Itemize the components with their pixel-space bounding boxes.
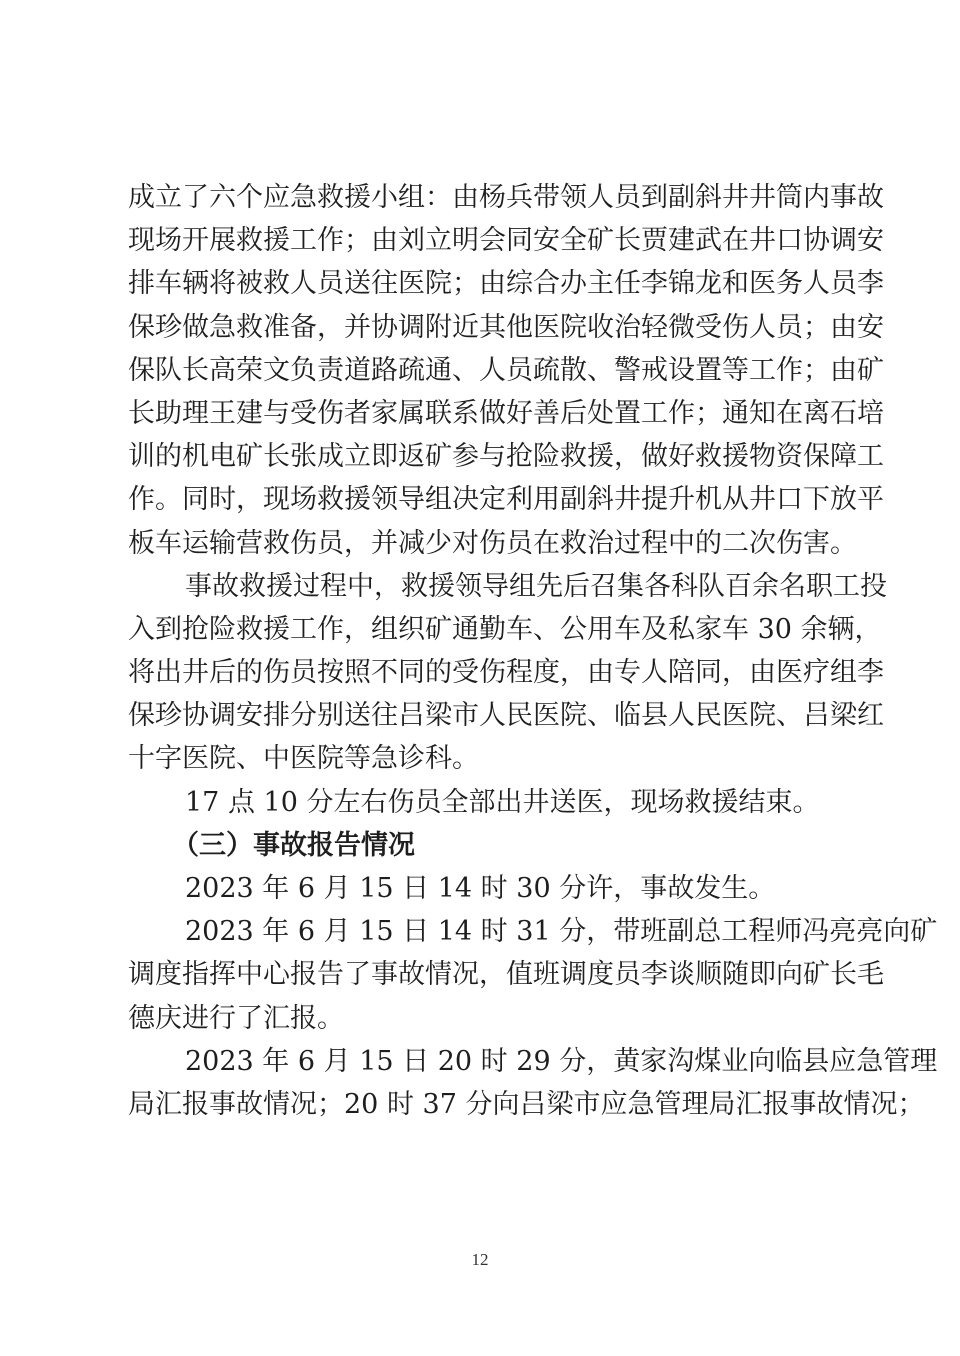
section-heading: （三）事故报告情况 [172, 829, 415, 861]
text-line: 训的机电矿长张成立即返矿参与抢险救援，做好救援物资保障工 [128, 441, 884, 473]
paragraph-first-line: 2023 年 6 月 15 日 14 时 30 分许，事故发生。 [185, 873, 776, 904]
text-line: 保队长高荣文负责道路疏通、人员疏散、警戒设置等工作；由矿 [128, 354, 884, 386]
text-line: 成立了六个应急救援小组：由杨兵带领人员到副斜井井筒内事故 [128, 182, 884, 213]
text-line: 入到抢险救援工作，组织矿通勤车、公用车及私家车 30 余辆， [128, 613, 882, 645]
text-line: 局汇报事故情况；20 时 37 分向吕梁市应急管理局汇报事故情况； [128, 1088, 925, 1120]
text-line: 保珍协调安排分别送往吕梁市人民医院、临县人民医院、吕梁红 [128, 700, 884, 732]
document-body [128, 176, 938, 1126]
text-line: 作。同时，现场救援领导组决定利用副斜井提升机从井口下放平 [128, 484, 884, 516]
text-line: 保珍做急救准备，并协调附近其他医院收治轻微受伤人员；由安 [128, 311, 884, 343]
text-line: 排车辆将被救人员送往医院；由综合办主任李锦龙和医务人员李 [128, 268, 884, 300]
text-line: 长助理王建与受伤者家属联系做好善后处置工作；通知在离石培 [128, 397, 884, 429]
paragraph-first-line: 2023 年 6 月 15 日 20 时 29 分，黄家沟煤业向临县应急管理 [185, 1045, 938, 1077]
text-line: 板车运输营救伤员，并减少对伤员在救治过程中的二次伤害。 [128, 527, 857, 559]
text-line: 现场开展救援工作；由刘立明会同安全矿长贾建武在井口协调安 [128, 225, 884, 257]
text-line: 十字医院、中医院等急诊科。 [128, 743, 479, 775]
paragraph-first-line: 2023 年 6 月 15 日 14 时 31 分，带班副总工程师冯亮亮向矿 [185, 916, 938, 948]
text-line: 调度指挥中心报告了事故情况，值班调度员李谈顺随即向矿长毛 [128, 959, 884, 991]
text-line: 德庆进行了汇报。 [128, 1002, 344, 1034]
paragraph-first-line: 事故救援过程中，救援领导组先后召集各科队百余名职工投 [185, 570, 887, 602]
text-line: 将出井后的伤员按照不同的受伤程度，由专人陪同，由医疗组李 [128, 657, 884, 689]
paragraph-first-line: 17 点 10 分左右伤员全部出井送医，现场救援结束。 [185, 786, 820, 818]
page-number: 12 [471, 1250, 489, 1269]
